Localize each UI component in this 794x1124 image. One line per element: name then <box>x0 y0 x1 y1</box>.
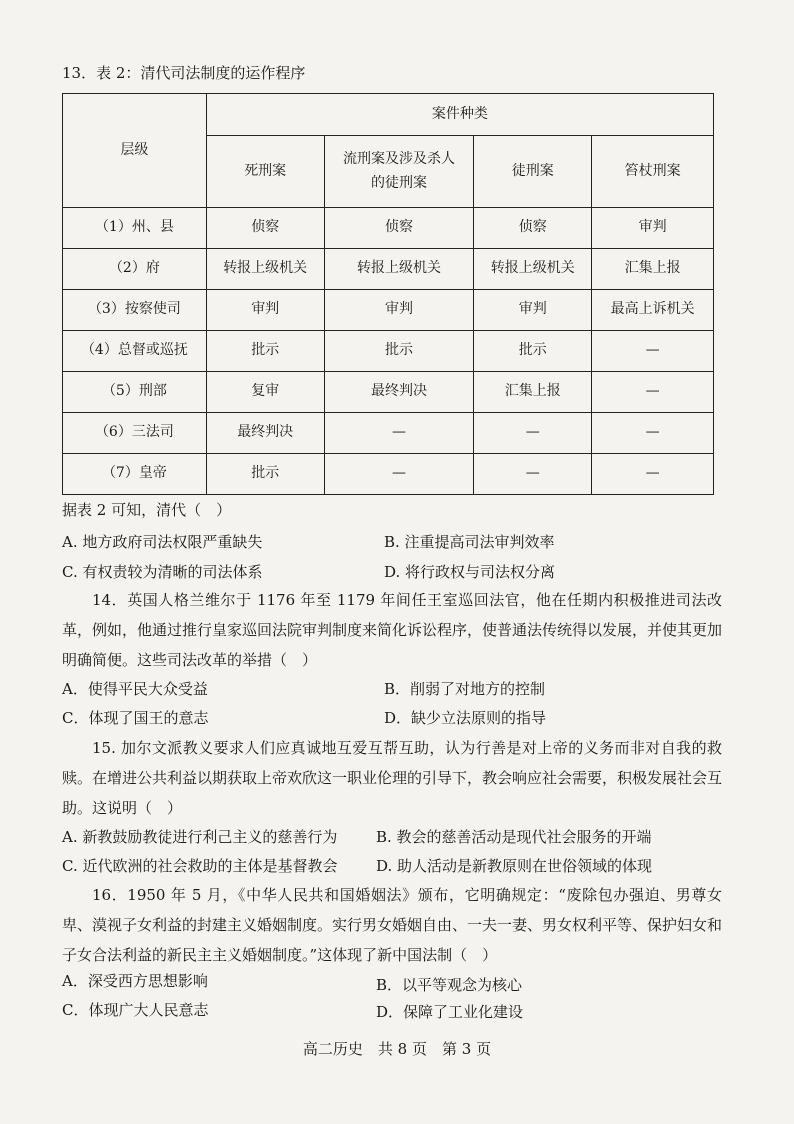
table-cell: 侦察 <box>206 208 324 249</box>
table-cell: 批示 <box>206 454 324 495</box>
table-row <box>63 249 714 290</box>
table-cell: 转报上级机关 <box>474 249 592 290</box>
column-header: 笞杖刑案 <box>592 136 714 208</box>
q16-option-d[interactable]: D．保障了工业化建设 <box>376 1003 524 1021</box>
question-13-stem: 据表 2 可知，清代（ ） <box>62 501 232 519</box>
table-row <box>63 290 714 331</box>
q14-option-c[interactable]: C．体现了国王的意志 <box>62 709 209 727</box>
column-header: 死刑案 <box>206 136 324 208</box>
table-cell: 最终判决 <box>324 372 474 413</box>
table-cell: — <box>592 413 714 454</box>
row-level: （4）总督或巡抚 <box>63 331 207 372</box>
table-row <box>63 454 714 495</box>
question-15-stem: 15. 加尔文派教义要求人们应真诚地互爱互帮互助，认为行善是对上帝的义务而非对自我的救赎。在增进公共利益以期获取上帝欢欣这一职业伦理的引导下，教会响应社会需要，积极发展社会互助。这说明（ ） <box>62 739 723 817</box>
table-cell: 最终判决 <box>206 413 324 454</box>
q13-option-a[interactable]: A. 地方政府司法权限严重缺失 <box>62 533 263 551</box>
table-cell: 批示 <box>474 331 592 372</box>
q14-option-d[interactable]: D．缺少立法原则的指导 <box>384 709 547 727</box>
q16-option-b[interactable]: B．以平等观念为核心 <box>376 976 523 994</box>
q13-option-c[interactable]: C. 有权责较为清晰的司法体系 <box>62 563 263 581</box>
table-cell: 审判 <box>324 290 474 331</box>
question-14-stem: 14．英国人格兰维尔于 1176 年至 1179 年间任王室巡回法官，他在任期内积极推进司法改革，例如，他通过推行皇家巡回法院审判制度来简化诉讼程序，使普通法传统得以发展，并使其更加明确简便。这些司法改革的举措（ ） <box>62 591 723 669</box>
table-cell: — <box>592 372 714 413</box>
table-row <box>63 413 714 454</box>
q15-option-d[interactable]: D. 助人活动是新教原则在世俗领域的体现 <box>376 857 653 875</box>
question-16-stem: 16．1950 年 5 月，《中华人民共和国婚姻法》颁布，它明确规定：“废除包办强迫、男尊女卑、漠视子女利益的封建主义婚姻制度。实行男女婚姻自由、一夫一妻、男女权利平等、保护妇女和子女合法利益的新民主主义婚姻制度。”这体现了新中国法制（ ） <box>62 886 723 964</box>
table-cell: — <box>592 331 714 372</box>
table-row <box>63 372 714 413</box>
q15-option-c[interactable]: C. 近代欧洲的社会救助的主体是基督教会 <box>62 857 338 875</box>
table-cell: 审判 <box>206 290 324 331</box>
table-cell: 批示 <box>324 331 474 372</box>
table-cell: 汇集上报 <box>592 249 714 290</box>
row-level: （5）刑部 <box>63 372 207 413</box>
table-cell: — <box>324 413 474 454</box>
table-cell: 审判 <box>592 208 714 249</box>
question-13-title: 13．表 2：清代司法制度的运作程序 <box>62 64 306 82</box>
table-cell: 侦察 <box>324 208 474 249</box>
row-level: （6）三法司 <box>63 413 207 454</box>
q13-option-b[interactable]: B. 注重提高司法审判效率 <box>384 533 555 551</box>
table-row <box>63 208 714 249</box>
table-cell: 汇集上报 <box>474 372 592 413</box>
table-cell: 最高上诉机关 <box>592 290 714 331</box>
q16-option-a[interactable]: A．深受西方思想影响 <box>62 972 208 990</box>
table-cell: — <box>474 413 592 454</box>
row-level: （3）按察使司 <box>63 290 207 331</box>
q14-option-b[interactable]: B．削弱了对地方的控制 <box>384 680 546 698</box>
row-level: （7）皇帝 <box>63 454 207 495</box>
q16-option-c[interactable]: C．体现广大人民意志 <box>62 1001 209 1019</box>
table-cell: — <box>474 454 592 495</box>
column-header: 徒刑案 <box>474 136 592 208</box>
table-cell: 转报上级机关 <box>206 249 324 290</box>
column-header: 流刑案及涉及杀人的徒刑案 <box>324 136 474 208</box>
table-row <box>63 331 714 372</box>
q14-option-a[interactable]: A．使得平民大众受益 <box>62 680 208 698</box>
level-header: 层级 <box>63 94 207 208</box>
q15-option-b[interactable]: B. 教会的慈善活动是现代社会服务的开端 <box>376 828 652 846</box>
table-cell: — <box>324 454 474 495</box>
table-cell: — <box>592 454 714 495</box>
q15-option-a[interactable]: A. 新教鼓励教徒进行利己主义的慈善行为 <box>62 828 338 846</box>
table-cell: 审判 <box>474 290 592 331</box>
table-cell: 复审 <box>206 372 324 413</box>
q13-option-d[interactable]: D. 将行政权与司法权分离 <box>384 563 556 581</box>
row-level: （1）州、县 <box>63 208 207 249</box>
row-level: （2）府 <box>63 249 207 290</box>
table-cell: 批示 <box>206 331 324 372</box>
page-footer: 高二历史 共 8 页 第 3 页 <box>302 1040 492 1058</box>
judicial-procedure-table <box>62 93 714 495</box>
case-type-header: 案件种类 <box>206 94 713 136</box>
table-cell: 侦察 <box>474 208 592 249</box>
table-cell: 转报上级机关 <box>324 249 474 290</box>
